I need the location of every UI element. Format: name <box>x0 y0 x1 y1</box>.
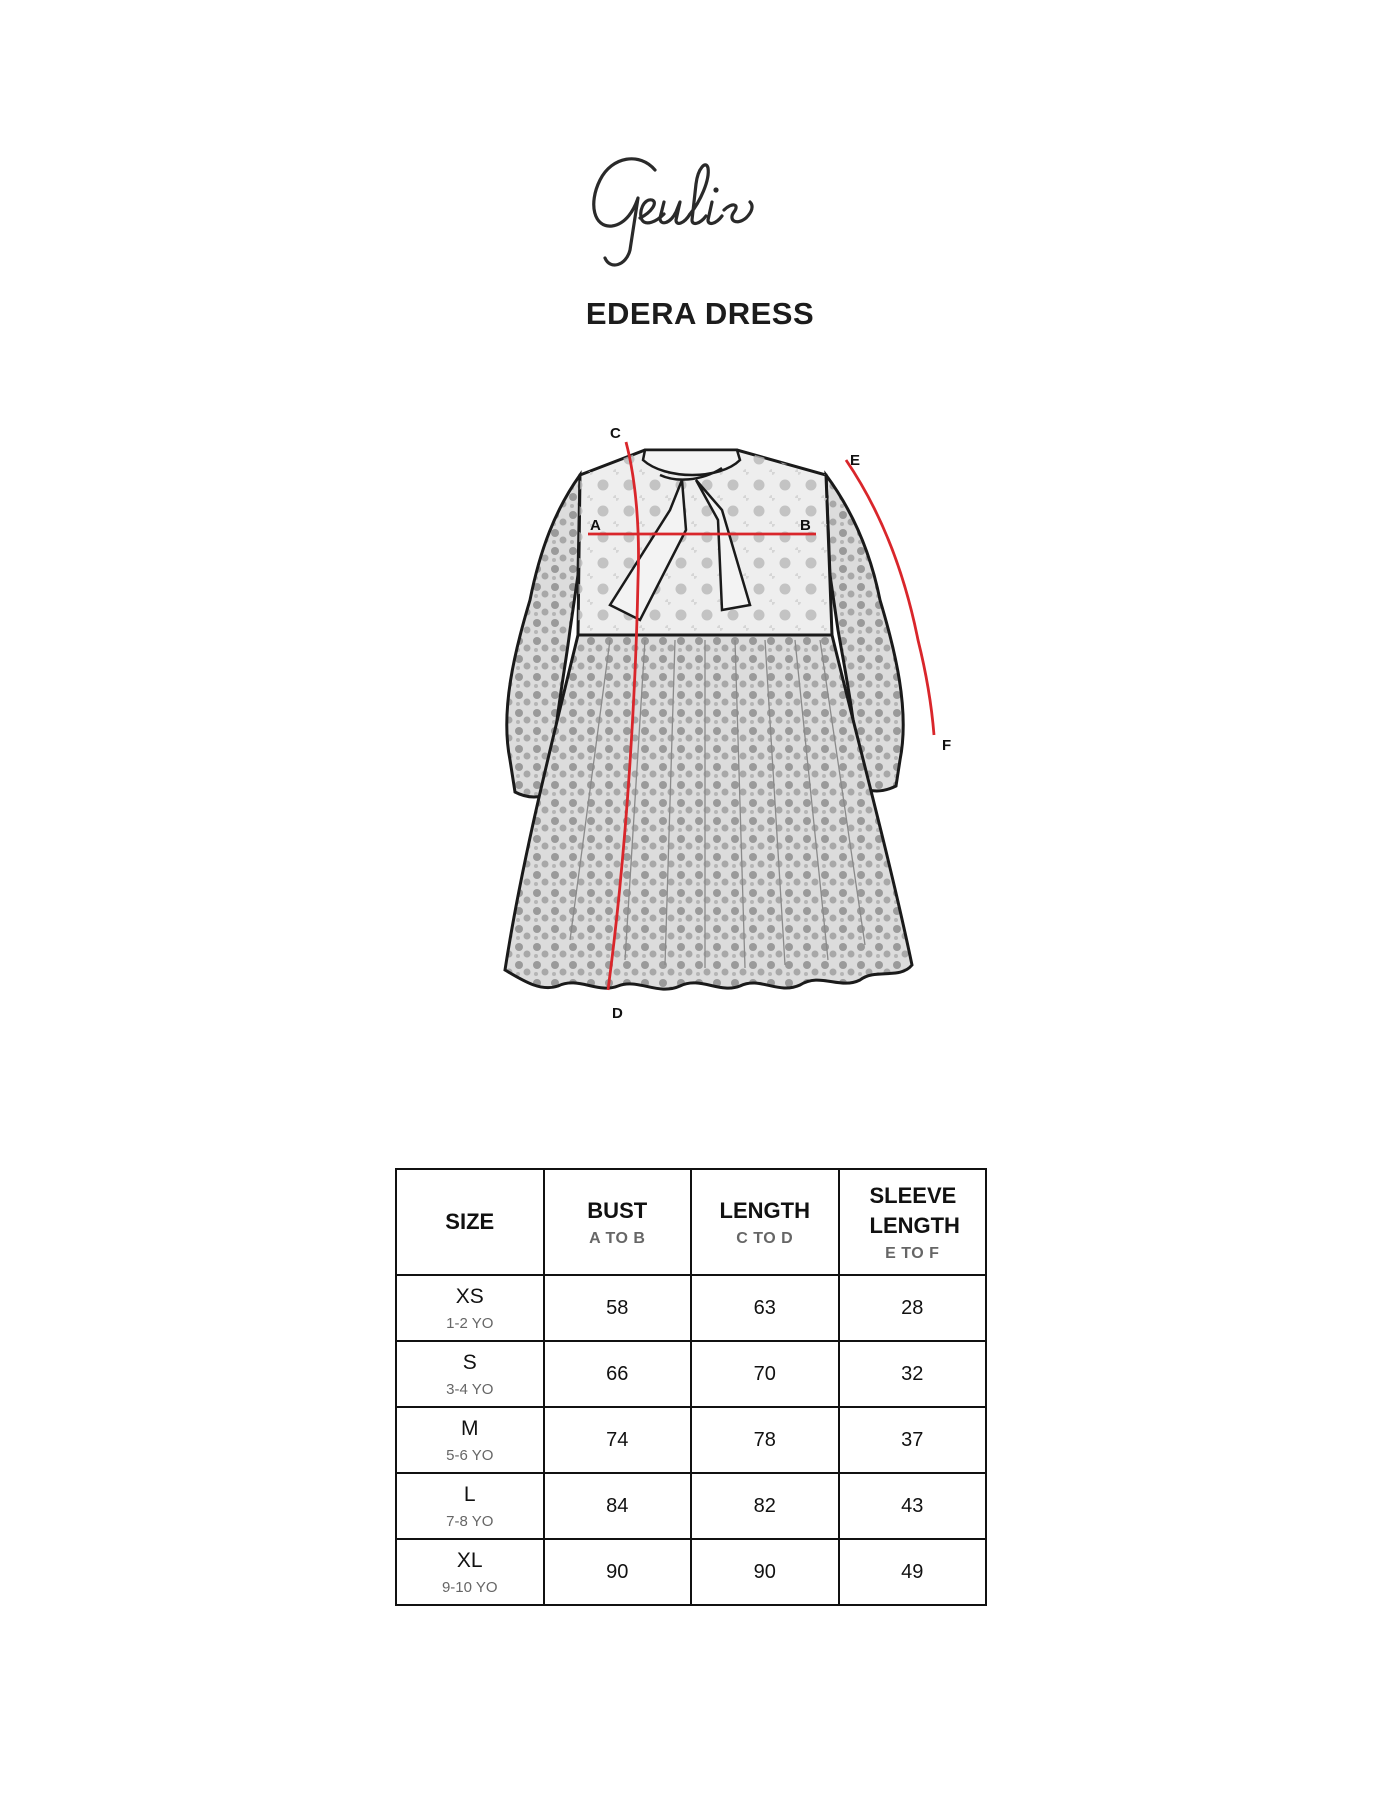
size-cell: M 5-6 YO <box>396 1407 544 1473</box>
header-size: SIZE <box>396 1169 544 1275</box>
header-sleeve-length: SLEEVE LENGTH E TO F <box>839 1169 987 1275</box>
size-chart-table <box>395 1168 987 1606</box>
size-cell: XS 1-2 YO <box>396 1275 544 1341</box>
product-title: EDERA DRESS <box>585 296 815 331</box>
length-cell: 90 <box>691 1539 839 1605</box>
bust-cell: 58 <box>544 1275 692 1341</box>
point-label-a: A <box>590 517 601 534</box>
point-label-f: F <box>942 737 952 754</box>
table-row <box>396 1473 986 1539</box>
sleeve-cell: 37 <box>839 1407 987 1473</box>
bust-cell: 84 <box>544 1473 692 1539</box>
point-label-b: B <box>800 517 811 534</box>
dress-drawing <box>460 420 980 1060</box>
table-row <box>396 1407 986 1473</box>
logo-script-graphic <box>560 140 840 280</box>
point-label-d: D <box>612 1005 623 1022</box>
header-bust: BUST A TO B <box>544 1169 692 1275</box>
length-cell: 78 <box>691 1407 839 1473</box>
table-row <box>396 1275 986 1341</box>
size-cell: L 7-8 YO <box>396 1473 544 1539</box>
brand-logo <box>560 140 840 280</box>
bust-cell: 66 <box>544 1341 692 1407</box>
length-cell: 70 <box>691 1341 839 1407</box>
table-header-row <box>396 1169 986 1275</box>
sleeve-cell: 49 <box>839 1539 987 1605</box>
bust-cell: 90 <box>544 1539 692 1605</box>
bust-cell: 74 <box>544 1407 692 1473</box>
table-row <box>396 1539 986 1605</box>
header-length: LENGTH C TO D <box>691 1169 839 1275</box>
dress-illustration <box>460 420 980 1060</box>
size-cell: XL 9-10 YO <box>396 1539 544 1605</box>
point-label-e: E <box>850 452 861 469</box>
length-cell: 82 <box>691 1473 839 1539</box>
table-row <box>396 1341 986 1407</box>
length-cell: 63 <box>691 1275 839 1341</box>
sleeve-cell: 32 <box>839 1341 987 1407</box>
sleeve-cell: 43 <box>839 1473 987 1539</box>
sleeve-cell: 28 <box>839 1275 987 1341</box>
point-label-c: C <box>610 425 621 442</box>
size-cell: S 3-4 YO <box>396 1341 544 1407</box>
